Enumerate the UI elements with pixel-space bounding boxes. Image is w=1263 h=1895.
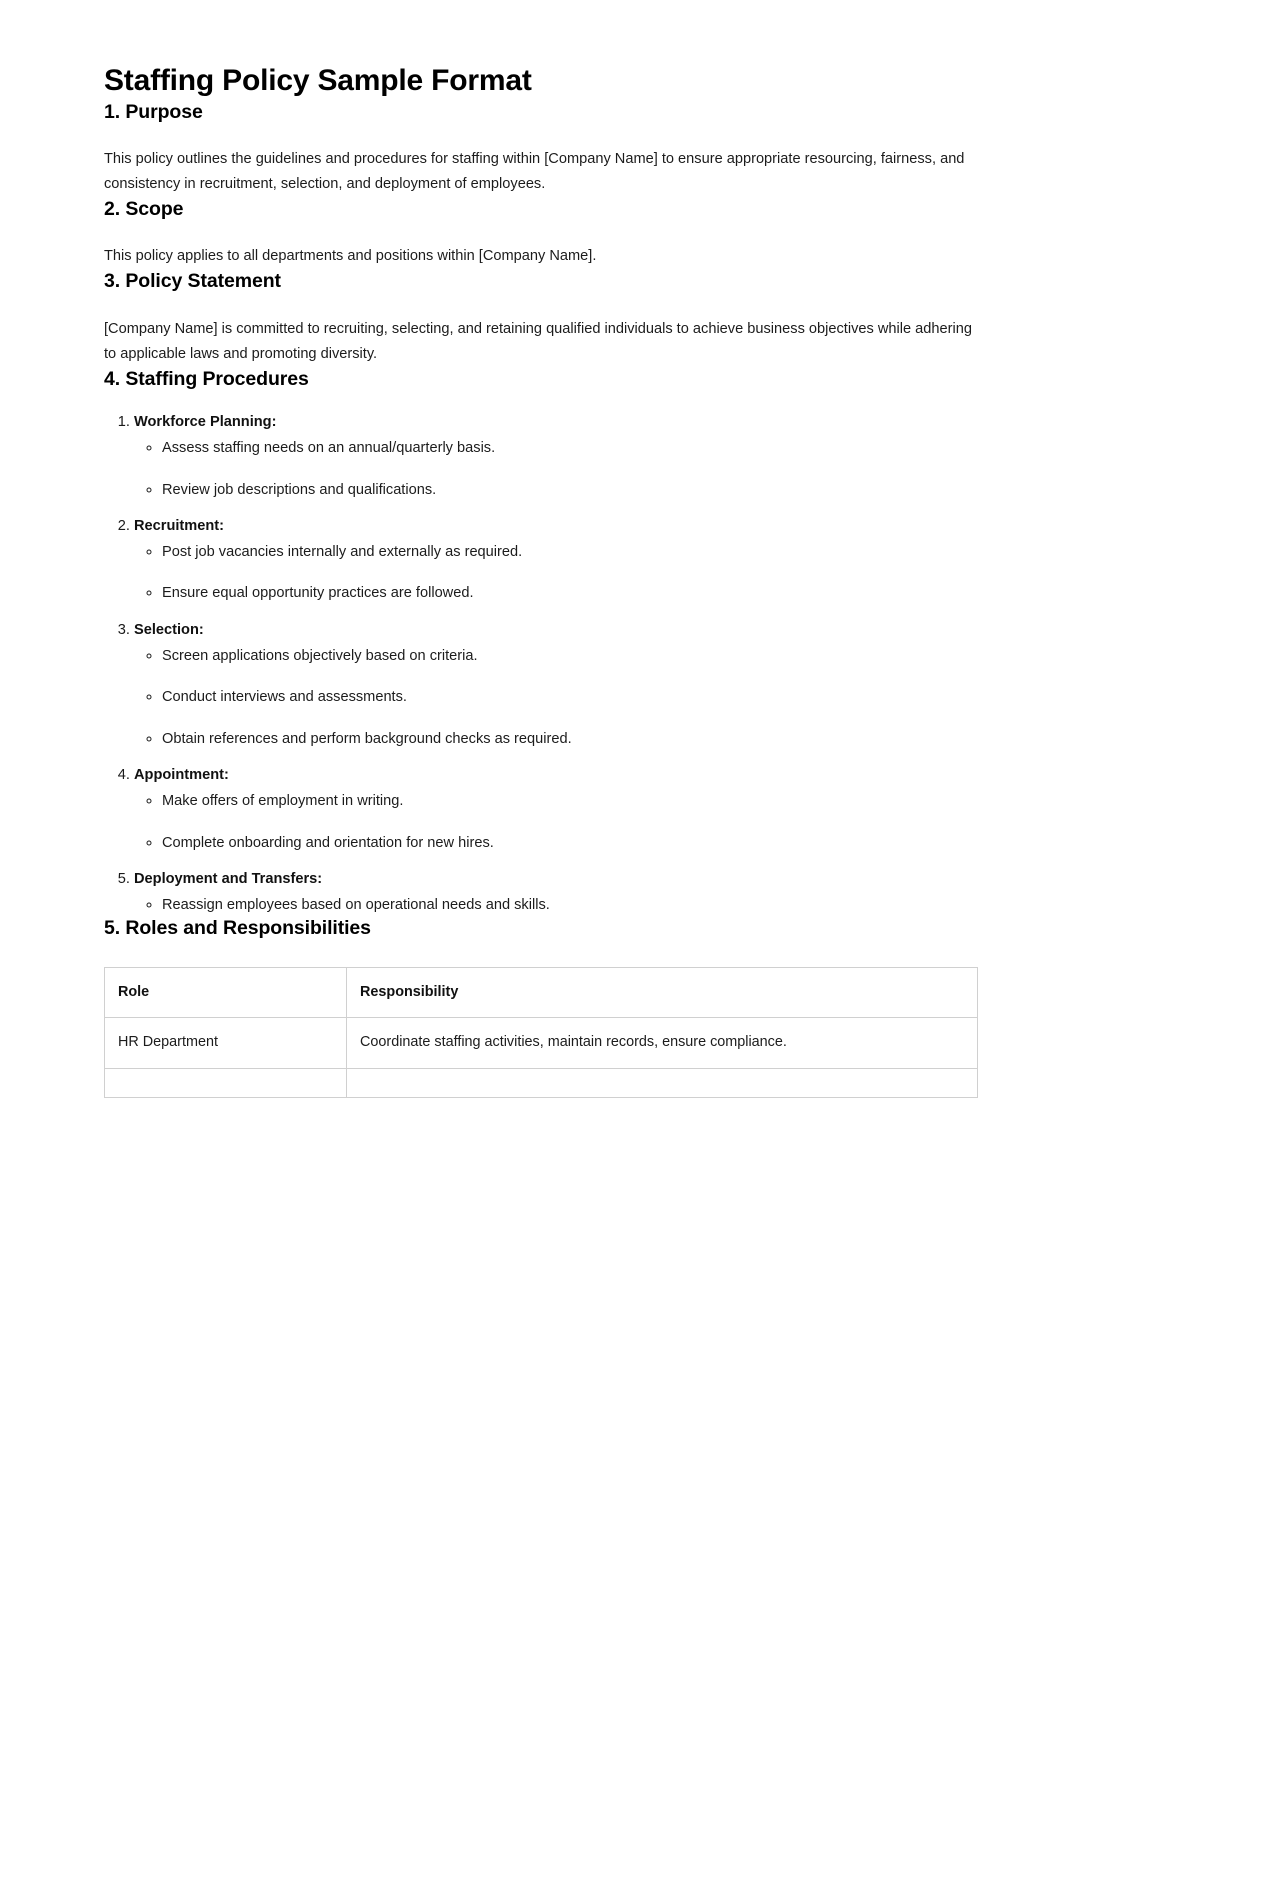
- column-header-role: Role: [105, 967, 347, 1018]
- list-item: ◦ Screen applications objectively based on criteria.: [162, 645, 982, 668]
- cell-responsibility: [347, 1069, 978, 1098]
- table-row: [105, 1069, 978, 1098]
- list-item: [134, 764, 982, 854]
- section-paragraph-scope: This policy applies to all departments and positions within [Company Name].: [104, 248, 597, 265]
- list-item: ◦ Conduct interviews and assessments.: [162, 686, 982, 709]
- table-row: [105, 1018, 978, 1069]
- list-item: ◦ Reassign employees based on operational needs and skills.: [162, 894, 982, 917]
- procedure-sub-list: [134, 541, 982, 605]
- section-heading-purpose: 1. Purpose: [104, 100, 203, 123]
- list-item: [134, 619, 982, 750]
- section-heading-scope: 2. Scope: [104, 198, 184, 221]
- list-item: ◦ Assess staffing needs on an annual/quarterly basis.: [162, 437, 982, 460]
- procedure-sub-list: [134, 437, 982, 501]
- section-heading-policy-statement: 3. Policy Statement: [104, 270, 281, 293]
- roles-table-clip: [104, 967, 982, 1060]
- list-item: ◦ Complete onboarding and orientation for new hires.: [162, 832, 982, 855]
- list-item: [134, 411, 982, 501]
- section-heading-roles-responsibilities: 5. Roles and Responsibilities: [104, 917, 371, 940]
- column-header-responsibility: Responsibility: [347, 967, 978, 1018]
- list-item: [134, 868, 982, 916]
- cell-role: HR Department: [105, 1018, 347, 1069]
- procedure-title: Deployment and Transfers:: [134, 871, 323, 888]
- section-paragraph-policy-statement: [Company Name] is committed to recruiting, selecting, and retaining qualified individuals to achieve business objectives while adhering to applicable laws and promoting diversity.: [104, 320, 972, 362]
- list-item: ◦ Review job descriptions and qualifications.: [162, 479, 982, 502]
- procedure-sub-list: [134, 790, 982, 854]
- procedure-sub-list: [134, 894, 982, 917]
- document-body: [104, 62, 982, 1060]
- roles-responsibilities-table: [104, 967, 978, 1098]
- procedure-title: Recruitment:: [134, 518, 225, 535]
- cell-responsibility: Coordinate staffing activities, maintain records, ensure compliance.: [347, 1018, 978, 1069]
- procedure-title: Workforce Planning:: [134, 414, 277, 431]
- list-item: ◦ Post job vacancies internally and externally as required.: [162, 541, 982, 564]
- list-item: ◦ Make offers of employment in writing.: [162, 790, 982, 813]
- table-header-row: [105, 967, 978, 1018]
- procedure-title: Selection:: [134, 622, 204, 638]
- section-paragraph-purpose: This policy outlines the guidelines and procedures for staffing within [Company Name] to ensure appropriate resourcing, fairness, and consistency in recruitment, selection, and deployment of employees.: [104, 150, 965, 192]
- cell-role: [105, 1069, 347, 1098]
- procedure-sub-list: [134, 645, 982, 751]
- staffing-procedures-list: [104, 411, 982, 916]
- list-item: [134, 515, 982, 605]
- list-item: ◦ Obtain references and perform background checks as required.: [162, 728, 982, 751]
- list-item: ◦ Ensure equal opportunity practices are followed.: [162, 582, 982, 605]
- page-title: Staffing Policy Sample Format: [104, 64, 532, 97]
- procedure-title: Appointment:: [134, 767, 229, 784]
- section-heading-staffing-procedures: 4. Staffing Procedures: [104, 368, 309, 390]
